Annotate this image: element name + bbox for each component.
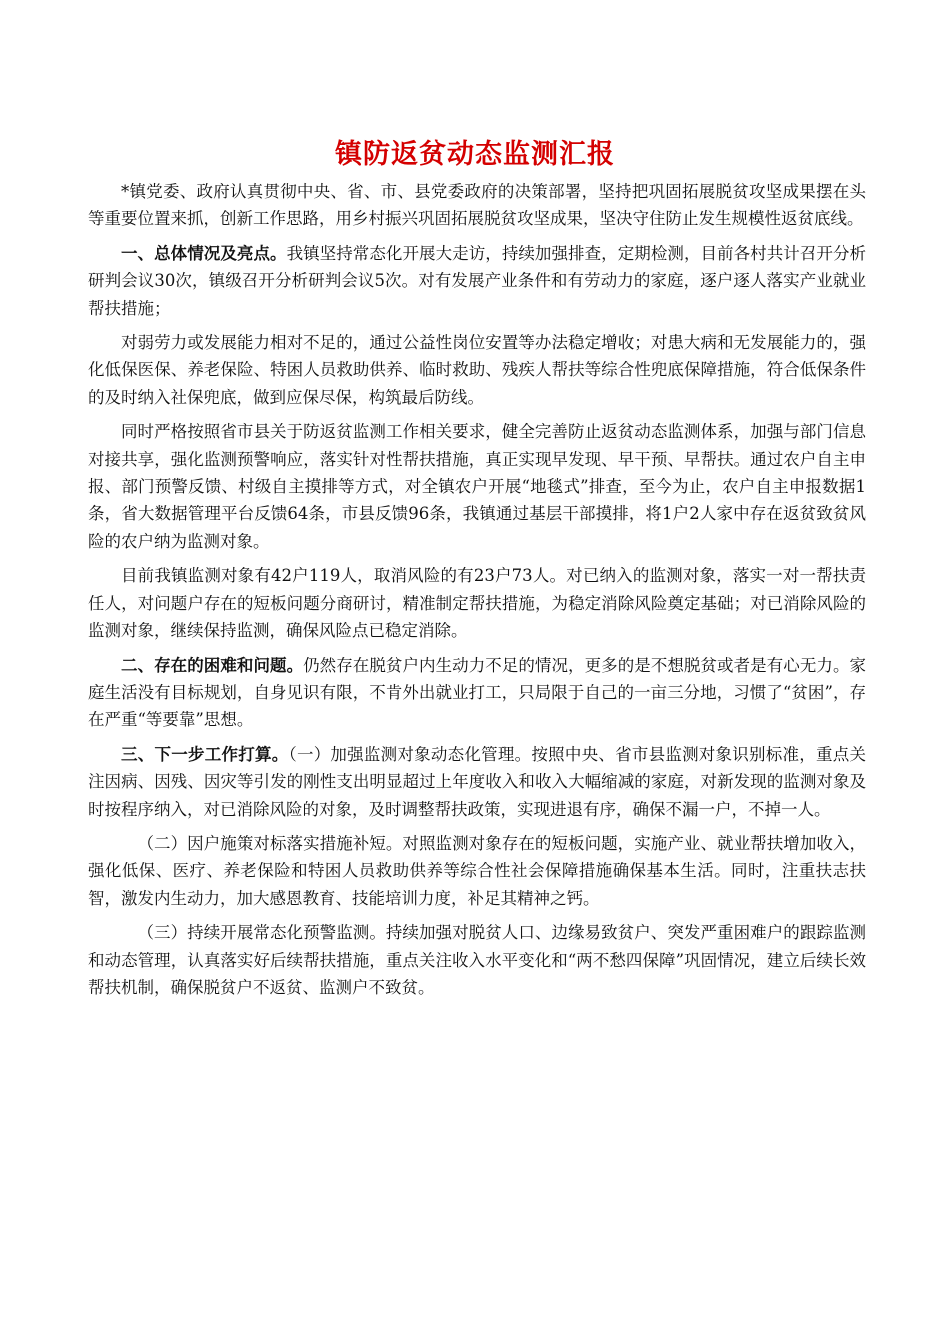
section-heading: 三、下一步工作打算。 [121, 744, 289, 764]
paragraph-text: （一）加强监测对象动态化管理。按照中央、省市县监测对象识别标准，重点关注因病、因残、因灾等引发的刚性支出明显超过上年度收入和收入大幅缩减的家庭，对新发现的监测对象及时按程序纳入，对已消除风险的对象，及时调整帮扶政策，实现进退有序，确保不漏一户，不掉一人。 [88, 744, 867, 819]
paragraph-text: 我镇坚持常态化开展大走访，持续加强排查，定期检测，目前各村共计召开分析研判会议30次，镇级召开分析研判会议5次。对有发展产业条件和有劳动力的家庭，逐户逐人落实产业就业帮扶措施； [88, 243, 867, 318]
paragraph-support-weak-labor [88, 329, 866, 411]
paragraph-text: （三）持续开展常态化预警监测。持续加强对脱贫人口、边缘易致贫户、突发严重困难户的跟踪监测和动态管理，认真落实好后续帮扶措施，重点关注收入水平变化和“两不愁四保障”巩固情况，建立后续长效帮扶机制，确保脱贫户不返贫、监测户不致贫。 [88, 923, 866, 997]
paragraph-text: 目前我镇监测对象有42户119人，取消风险的有23户73人。对已纳入的监测对象，落实一对一帮扶责任人，对问题户存在的短板问题分商研讨，精准制定帮扶措施，为稳定消除风险奠定基础；对已消除风险的监测对象，继续保持监测，确保风险点已稳定消除。 [88, 566, 866, 641]
paragraph-monitoring-system [88, 418, 866, 555]
paragraph-monitoring-targets [88, 562, 866, 644]
paragraph-plan-3 [88, 919, 866, 1001]
document-body [88, 178, 866, 1008]
document-title: 镇防返贫动态监测汇报 [335, 139, 615, 170]
paragraph-text: 同时严格按照省市县关于防返贫监测工作相关要求，健全完善防止返贫动态监测体系，加强与部门信息对接共享，强化监测预警响应，落实针对性帮扶措施，真正实现早发现、早干预、早帮扶。通过农户自主申报、部门预警反馈、村级自主摸排等方式，对全镇农户开展“地毯式”排查，至今为止，农户自主申报数据1条，省大数据管理平台反馈64条，市县反馈96条，我镇通过基层干部摸排，将1户2人家中存在返贫致贫风险的农户纳为监测对象。 [88, 422, 866, 551]
paragraph-intro [88, 178, 866, 233]
paragraph-section-3 [88, 741, 866, 823]
section-heading: 一、总体情况及亮点。 [121, 243, 287, 263]
section-heading: 二、存在的困难和问题。 [121, 655, 304, 675]
paragraph-section-1 [88, 240, 866, 322]
paragraph-text: *镇党委、政府认真贯彻中央、省、市、县党委政府的决策部署，坚持把巩固拓展脱贫攻坚成果摆在头等重要位置来抓，创新工作思路，用乡村振兴巩固拓展脱贫攻坚成果，坚决守住防止发生规模性返贫底线。 [88, 182, 866, 229]
paragraph-text: （二）因户施策对标落实措施补短。对照监测对象存在的短板问题，实施产业、就业帮扶增加收入，强化低保、医疗、养老保险和特困人员救助供养等综合性社会保障措施确保基本生活。同时，注重扶志扶智，激发内生动力，加大感恩教育、技能培训力度，补足其精神之钙。 [88, 833, 866, 908]
paragraph-plan-2 [88, 830, 866, 912]
paragraph-text: 对弱劳力或发展能力相对不足的，通过公益性岗位安置等办法稳定增收；对患大病和无发展能力的，强化低保医保、养老保险、特困人员救助供养、临时救助、残疾人帮扶等综合性兜底保障措施，符合低保条件的及时纳入社保兜底，做到应保尽保，构筑最后防线。 [88, 333, 866, 407]
paragraph-text: 仍然存在脱贫户内生动力不足的情况，更多的是不想脱贫或者是有心无力。家庭生活没有目标规划，自身见识有限，不肯外出就业打工，只局限于自己的一亩三分地，习惯了“贫困”，存在严重“等要靠”思想。 [88, 655, 867, 730]
paragraph-section-2 [88, 652, 866, 734]
